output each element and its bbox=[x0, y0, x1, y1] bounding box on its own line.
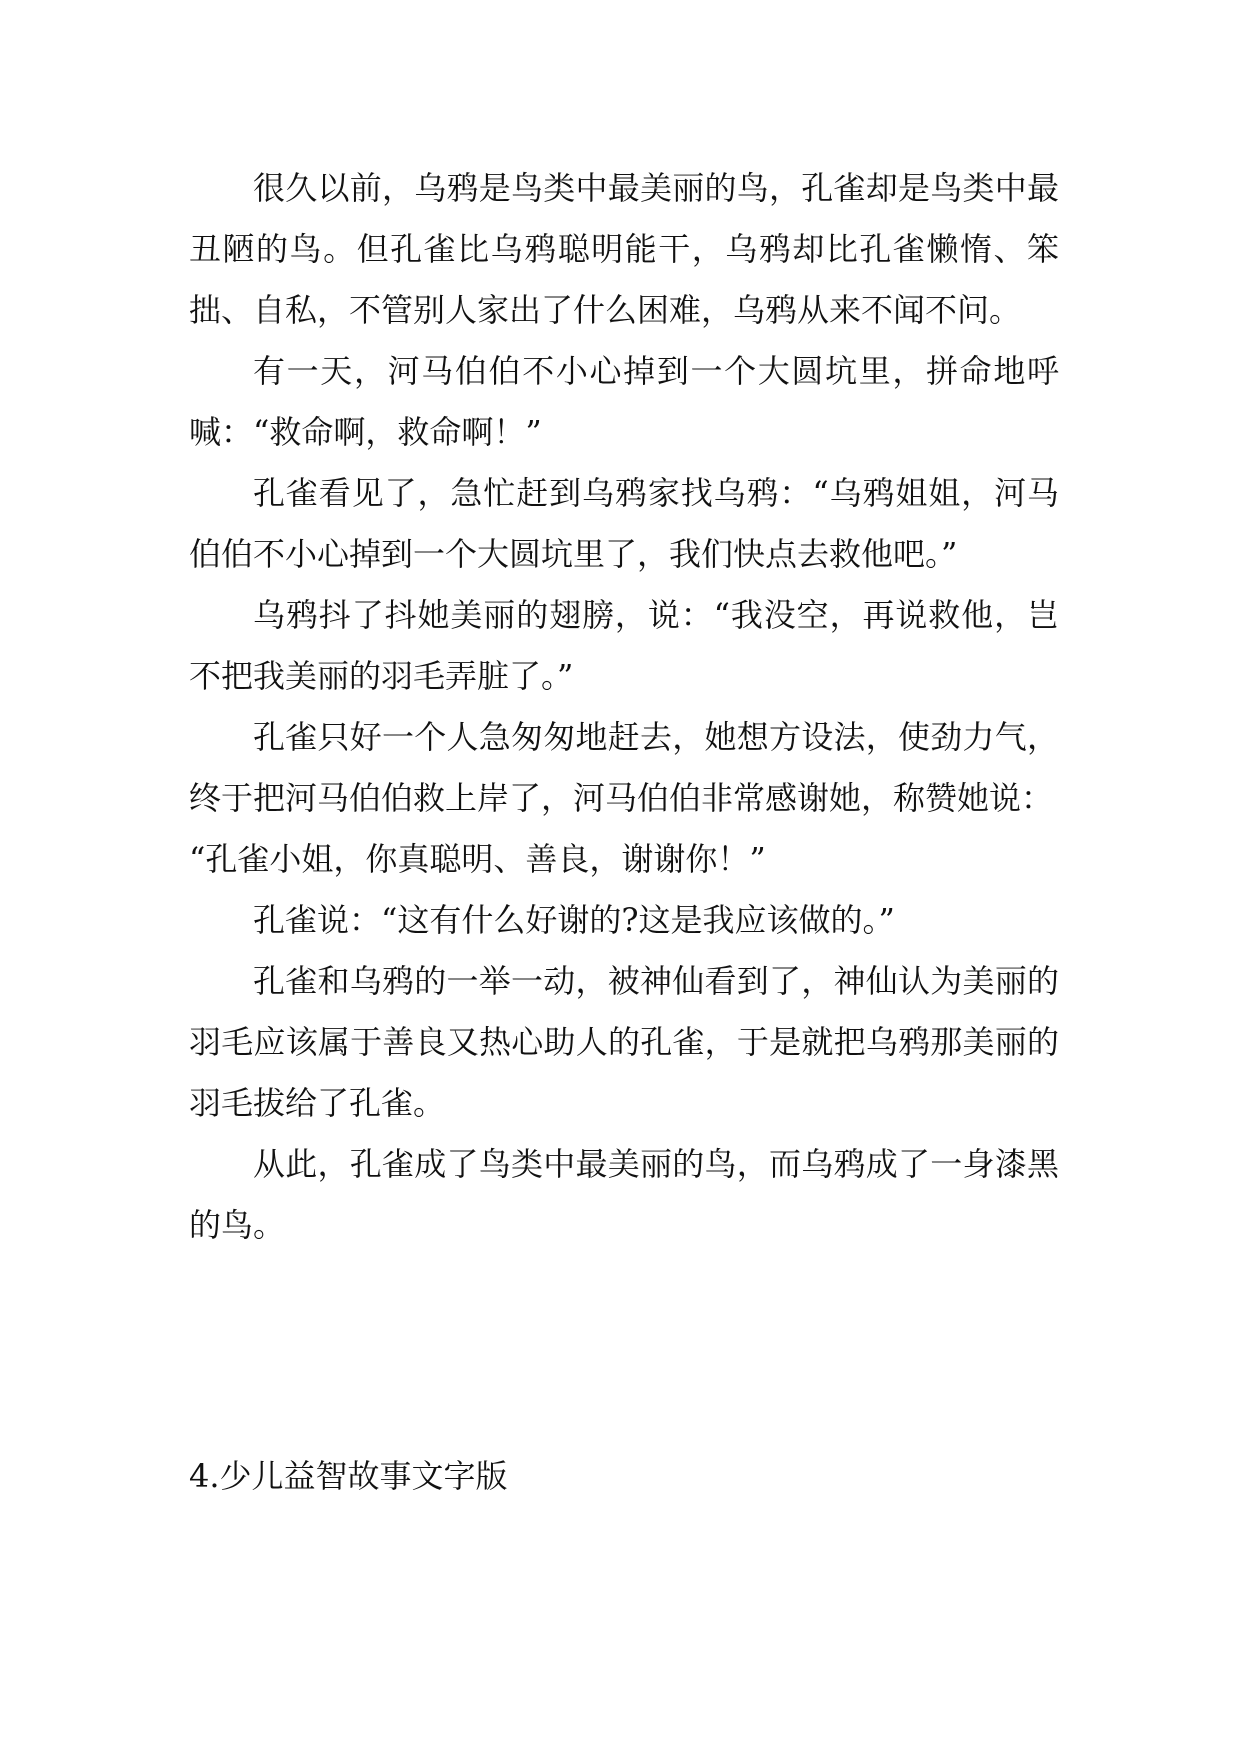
paragraph-quote: “孔雀小姐，你真聪明、善良，谢谢你！” bbox=[189, 840, 766, 878]
paragraph: 有一天，河马伯伯不小心掉到一个大圆坑里，拼命地呼喊：“救命啊，救命啊！” bbox=[189, 352, 1059, 451]
paragraph: 很久以前，乌鸦是鸟类中最美丽的鸟，孔雀却是鸟类中最丑陋的鸟。但孔雀比乌鸦聪明能干，乌鸦却比孔雀懒惰、笨拙、自私，不管别人家出了什么困难，乌鸦从来不闻不问。 bbox=[189, 169, 1059, 329]
section-heading: 4.少儿益智故事文字版 bbox=[189, 1457, 508, 1495]
paragraph: 乌鸦抖了抖她美丽的翅膀，说：“我没空，再说救他，岂不把我美丽的羽毛弄脏了。” bbox=[189, 596, 1059, 695]
paragraph: 孔雀看见了，急忙赶到乌鸦家找乌鸦：“乌鸦姐姐，河马伯伯不小心掉到一个大圆坑里了，我们快点去救他吧。” bbox=[189, 474, 1059, 573]
story-body bbox=[189, 158, 1059, 1256]
paragraph: 孔雀说：“这有什么好谢的?这是我应该做的。” bbox=[253, 901, 895, 939]
paragraph: 从此，孔雀成了鸟类中最美丽的鸟，而乌鸦成了一身漆黑的鸟。 bbox=[189, 1145, 1059, 1244]
paragraph: 孔雀只好一个人急匆匆地赶去，她想方设法，使劲力气，终于把河马伯伯救上岸了，河马伯伯非常感谢她，称赞她说： bbox=[189, 718, 1059, 817]
paragraph: 孔雀和乌鸦的一举一动，被神仙看到了，神仙认为美丽的羽毛应该属于善良又热心助人的孔雀，于是就把乌鸦那美丽的羽毛拔给了孔雀。 bbox=[189, 962, 1059, 1122]
